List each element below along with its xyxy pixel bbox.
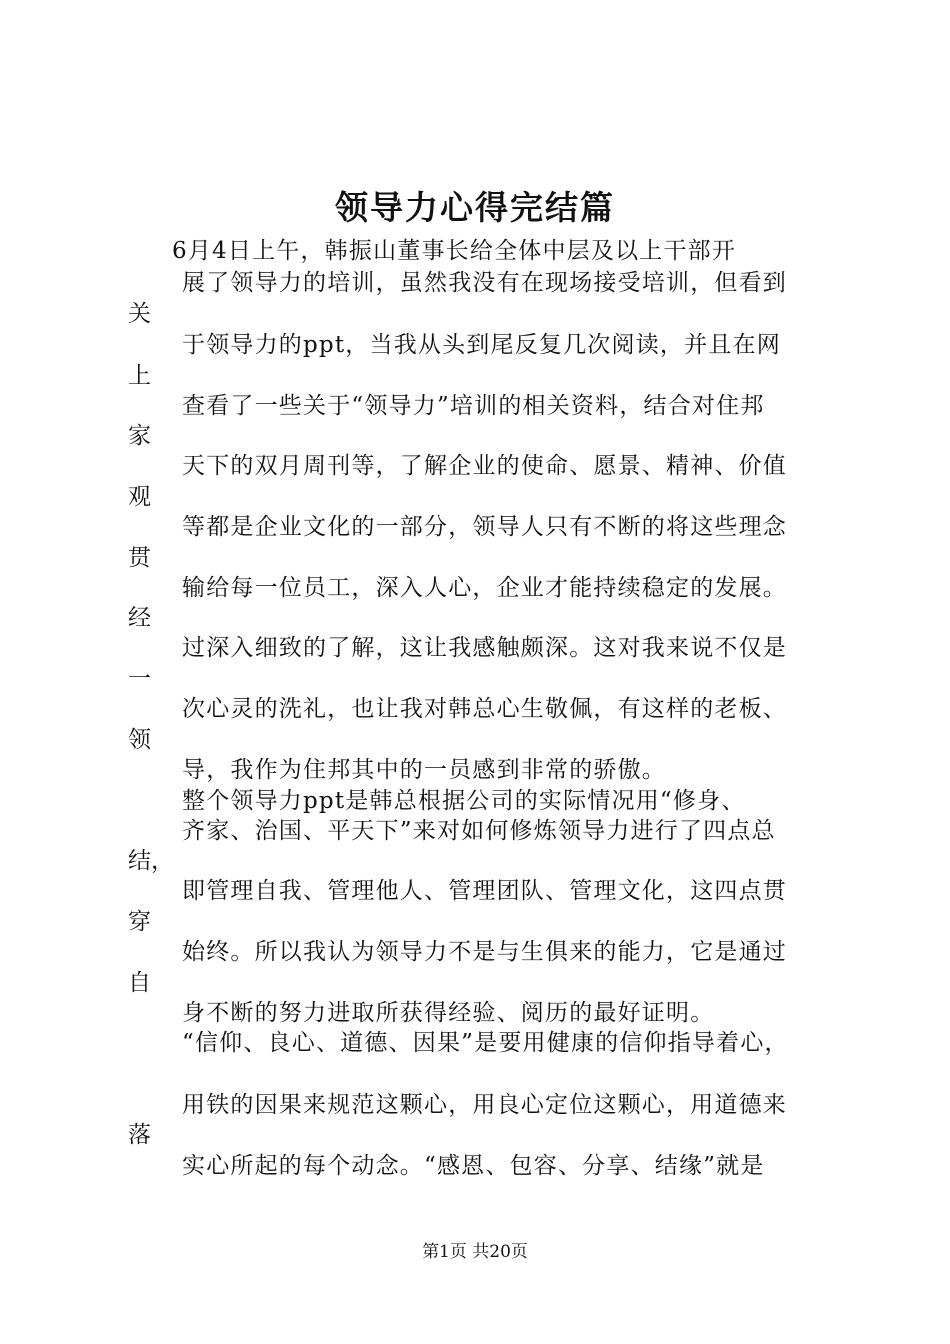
text-line: 等都是企业文化的一部分，领导人只有不断的将这些理念 [182,514,787,540]
text-line: 过深入细致的了解，这让我感触颇深。这对我来说不仅是 [182,635,787,661]
text-line: 即管理自我、管理他人、管理团队、管理文化，这四点贯 [182,878,787,904]
margin-char: 上 [128,363,151,389]
margin-char: 贯 [128,545,151,571]
margin-char: 落 [128,1122,151,1148]
text-line: 次心灵的洗礼，也让我对韩总心生敬佩，有这样的老板、 [182,696,787,722]
margin-char: 结， [128,848,174,874]
text-line: 实心所起的每个动念。“感恩、包容、分享、结缘”就是 [182,1153,765,1179]
text-line: 始终。所以我认为领导力不是与生俱来的能力，它是通过 [182,939,787,965]
page-title: 领导力心得完结篇 [335,188,615,227]
text-line: 输给每一位员工，深入人心，企业才能持续稳定的发展。 [182,575,787,601]
text-line: 用铁的因果来规范这颗心，用良心定位这颗心，用道德来 [182,1092,787,1118]
margin-char: 自 [128,970,151,996]
text-line: 天下的双月周刊等，了解企业的使命、愿景、精神、价值 [182,453,787,479]
text-line: 于领导力的ppt，当我从头到尾反复几次阅读，并且在网 [182,332,781,358]
text-line: 展了领导力的培训，虽然我没有在现场接受培训，但看到 [182,270,787,296]
margin-char: 一 [128,666,151,692]
margin-char: 观 [128,484,151,510]
margin-char: 领 [128,727,151,753]
margin-char: 经 [128,605,151,631]
margin-char: 家 [128,423,151,449]
margin-char: 穿 [128,909,151,935]
text-line: 整个领导力ppt是韩总根据公司的实际情况用“修身、 [182,788,746,814]
text-line: 齐家、治国、平天下”来对如何修炼领导力进行了四点总 [182,818,776,844]
page-footer: 第1页 共20页 [422,1242,528,1262]
text-line: 身不断的努力进取所获得经验、阅历的最好证明。 [182,1000,715,1026]
text-line: 查看了一些关于“领导力”培训的相关资料，结合对住邦 [182,393,765,419]
margin-char: 关 [128,301,151,327]
text-line: 导，我作为住邦其中的一员感到非常的骄傲。 [182,757,666,783]
text-line: “信仰、良心、道德、因果”是要用健康的信仰指导着心， [182,1030,789,1056]
text-line: 6月4日上午，韩振山董事长给全体中层及以上干部开 [172,238,737,264]
